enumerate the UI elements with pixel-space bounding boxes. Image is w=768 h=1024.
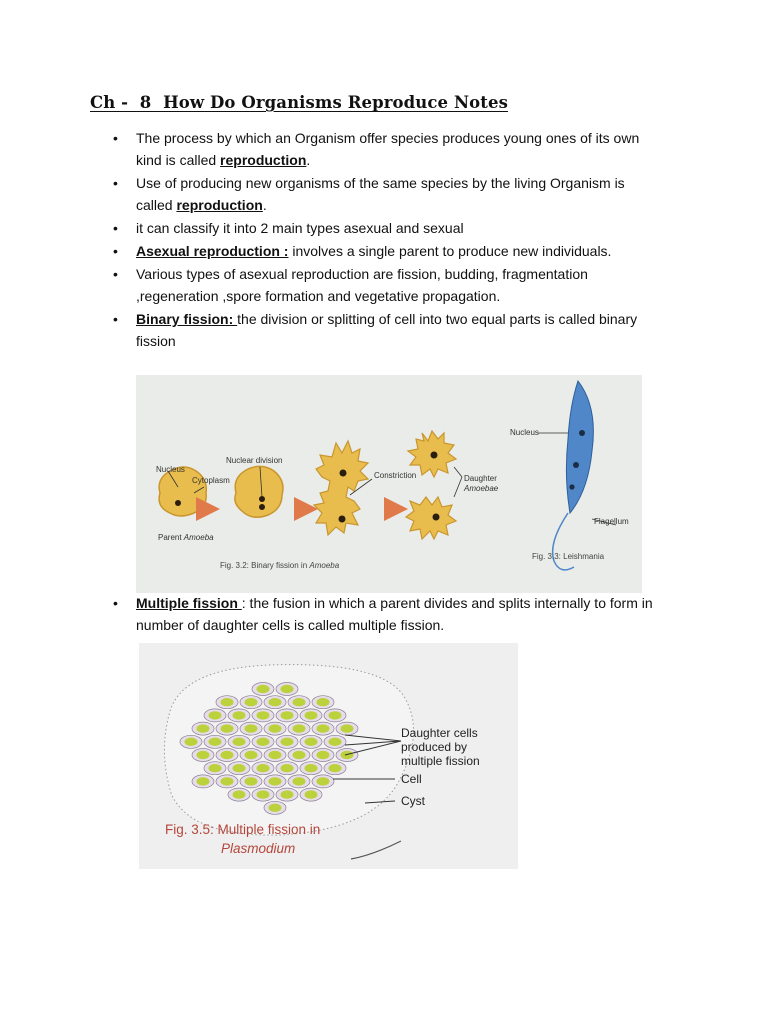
cell-nucleus (257, 711, 270, 719)
cell-nucleus (221, 698, 234, 706)
cell-nucleus (245, 698, 258, 706)
cell-nucleus (245, 751, 258, 759)
cell-nucleus (257, 685, 270, 693)
bullet-dot: • (113, 220, 118, 236)
cell-nucleus (317, 698, 330, 706)
cell-nucleus (281, 685, 294, 693)
binary-fission-figure (136, 375, 642, 593)
cell-nucleus (269, 777, 282, 785)
cell-nucleus (209, 711, 222, 719)
cell-nucleus (233, 711, 246, 719)
cell-nucleus (305, 764, 318, 772)
cell-nucleus (329, 764, 342, 772)
cell-nucleus (281, 764, 294, 772)
label-cyst: Cyst (401, 794, 425, 808)
label-nuclear-division: Nuclear division (226, 456, 283, 465)
cell-nucleus (317, 777, 330, 785)
cell-nucleus (269, 804, 282, 812)
parent-amoeba-cell (159, 467, 206, 516)
binary-fission-illustration (136, 375, 642, 593)
figure-caption-leishmania: Fig. 3.3: Leishmania (532, 552, 605, 561)
bullet-dot: • (113, 175, 118, 191)
cell-nucleus (293, 777, 306, 785)
cell-nucleus (269, 698, 282, 706)
cell-nucleus (305, 738, 318, 746)
cell-nucleus (233, 738, 246, 746)
cell-nucleus (209, 764, 222, 772)
term-reproduction: reproduction (176, 197, 263, 213)
bullet-dot: • (113, 266, 118, 282)
pen-mark (351, 841, 401, 859)
nuclear-division-cell (235, 466, 283, 517)
page-title: Ch - 8 How Do Organisms Reproduce Notes (90, 93, 508, 112)
label-cytoplasm: Cytoplasm (192, 476, 230, 485)
cell-nucleus (281, 711, 294, 719)
label-nucleus: Nucleus (156, 465, 185, 474)
cell-nucleus (281, 738, 294, 746)
bullet-dot: • (113, 130, 118, 146)
cell-nucleus (185, 738, 198, 746)
cell-nucleus (257, 790, 270, 798)
label-nucleus-leishmania: Nucleus (510, 428, 539, 437)
cell-nucleus (209, 738, 222, 746)
term-reproduction: reproduction (220, 152, 307, 168)
cell-nucleus (233, 790, 246, 798)
cell-nucleus (293, 724, 306, 732)
cell-nucleus (317, 751, 330, 759)
cell-nucleus (257, 764, 270, 772)
label-daughter-cells: Daughter cells (401, 726, 478, 740)
cell-nucleus (317, 724, 330, 732)
label-flagellum: Flagellum (594, 517, 629, 526)
cell-nucleus (341, 724, 354, 732)
multiple-fission-figure (139, 643, 518, 869)
multiple-fission-illustration (139, 643, 518, 869)
daughter-amoeba-cell (406, 497, 456, 539)
cell-nucleus (293, 751, 306, 759)
cell-nucleus (221, 751, 234, 759)
cell-nucleus (197, 751, 210, 759)
bullet-dot: • (113, 243, 118, 259)
bullet-dot: • (113, 311, 118, 327)
cell-nucleus (257, 738, 270, 746)
label-produced-by: produced by (401, 740, 468, 754)
figure-caption-plasmodium: Plasmodium (221, 841, 296, 856)
cell-nucleus (269, 751, 282, 759)
cell-nucleus (221, 777, 234, 785)
cell-nucleus (329, 711, 342, 719)
label-parent-amoeba: Parent Amoeba (158, 533, 214, 542)
label-daughter: Daughter (464, 474, 497, 483)
cell-nucleus (305, 711, 318, 719)
cell-nucleus (197, 777, 210, 785)
figure-caption-multiple-fission: Fig. 3.5: Multiple fission in (165, 822, 321, 837)
leishmania-cell (553, 381, 594, 570)
label-multiple-fission: multiple fission (401, 754, 480, 768)
label-cell: Cell (401, 772, 422, 786)
cell-nucleus (281, 790, 294, 798)
cell-nucleus (197, 724, 210, 732)
figure-caption-binary-fission: Fig. 3.2: Binary fission in Amoeba (220, 561, 340, 570)
cell-nucleus (293, 698, 306, 706)
term-binary-fission: Binary fission: (136, 311, 238, 327)
cell-nucleus (245, 724, 258, 732)
term-multiple-fission: Multiple fission (136, 595, 242, 611)
cell-nucleus (221, 724, 234, 732)
label-constriction: Constriction (374, 471, 417, 480)
bullet-dot: • (113, 595, 118, 611)
cell-nucleus (233, 764, 246, 772)
cell-nucleus (245, 777, 258, 785)
cell-nucleus (329, 738, 342, 746)
cell-nucleus (305, 790, 318, 798)
cell-nucleus (269, 724, 282, 732)
term-asexual-reproduction: Asexual reproduction : (136, 243, 289, 259)
label-amoebae: Amoebae (464, 484, 499, 493)
